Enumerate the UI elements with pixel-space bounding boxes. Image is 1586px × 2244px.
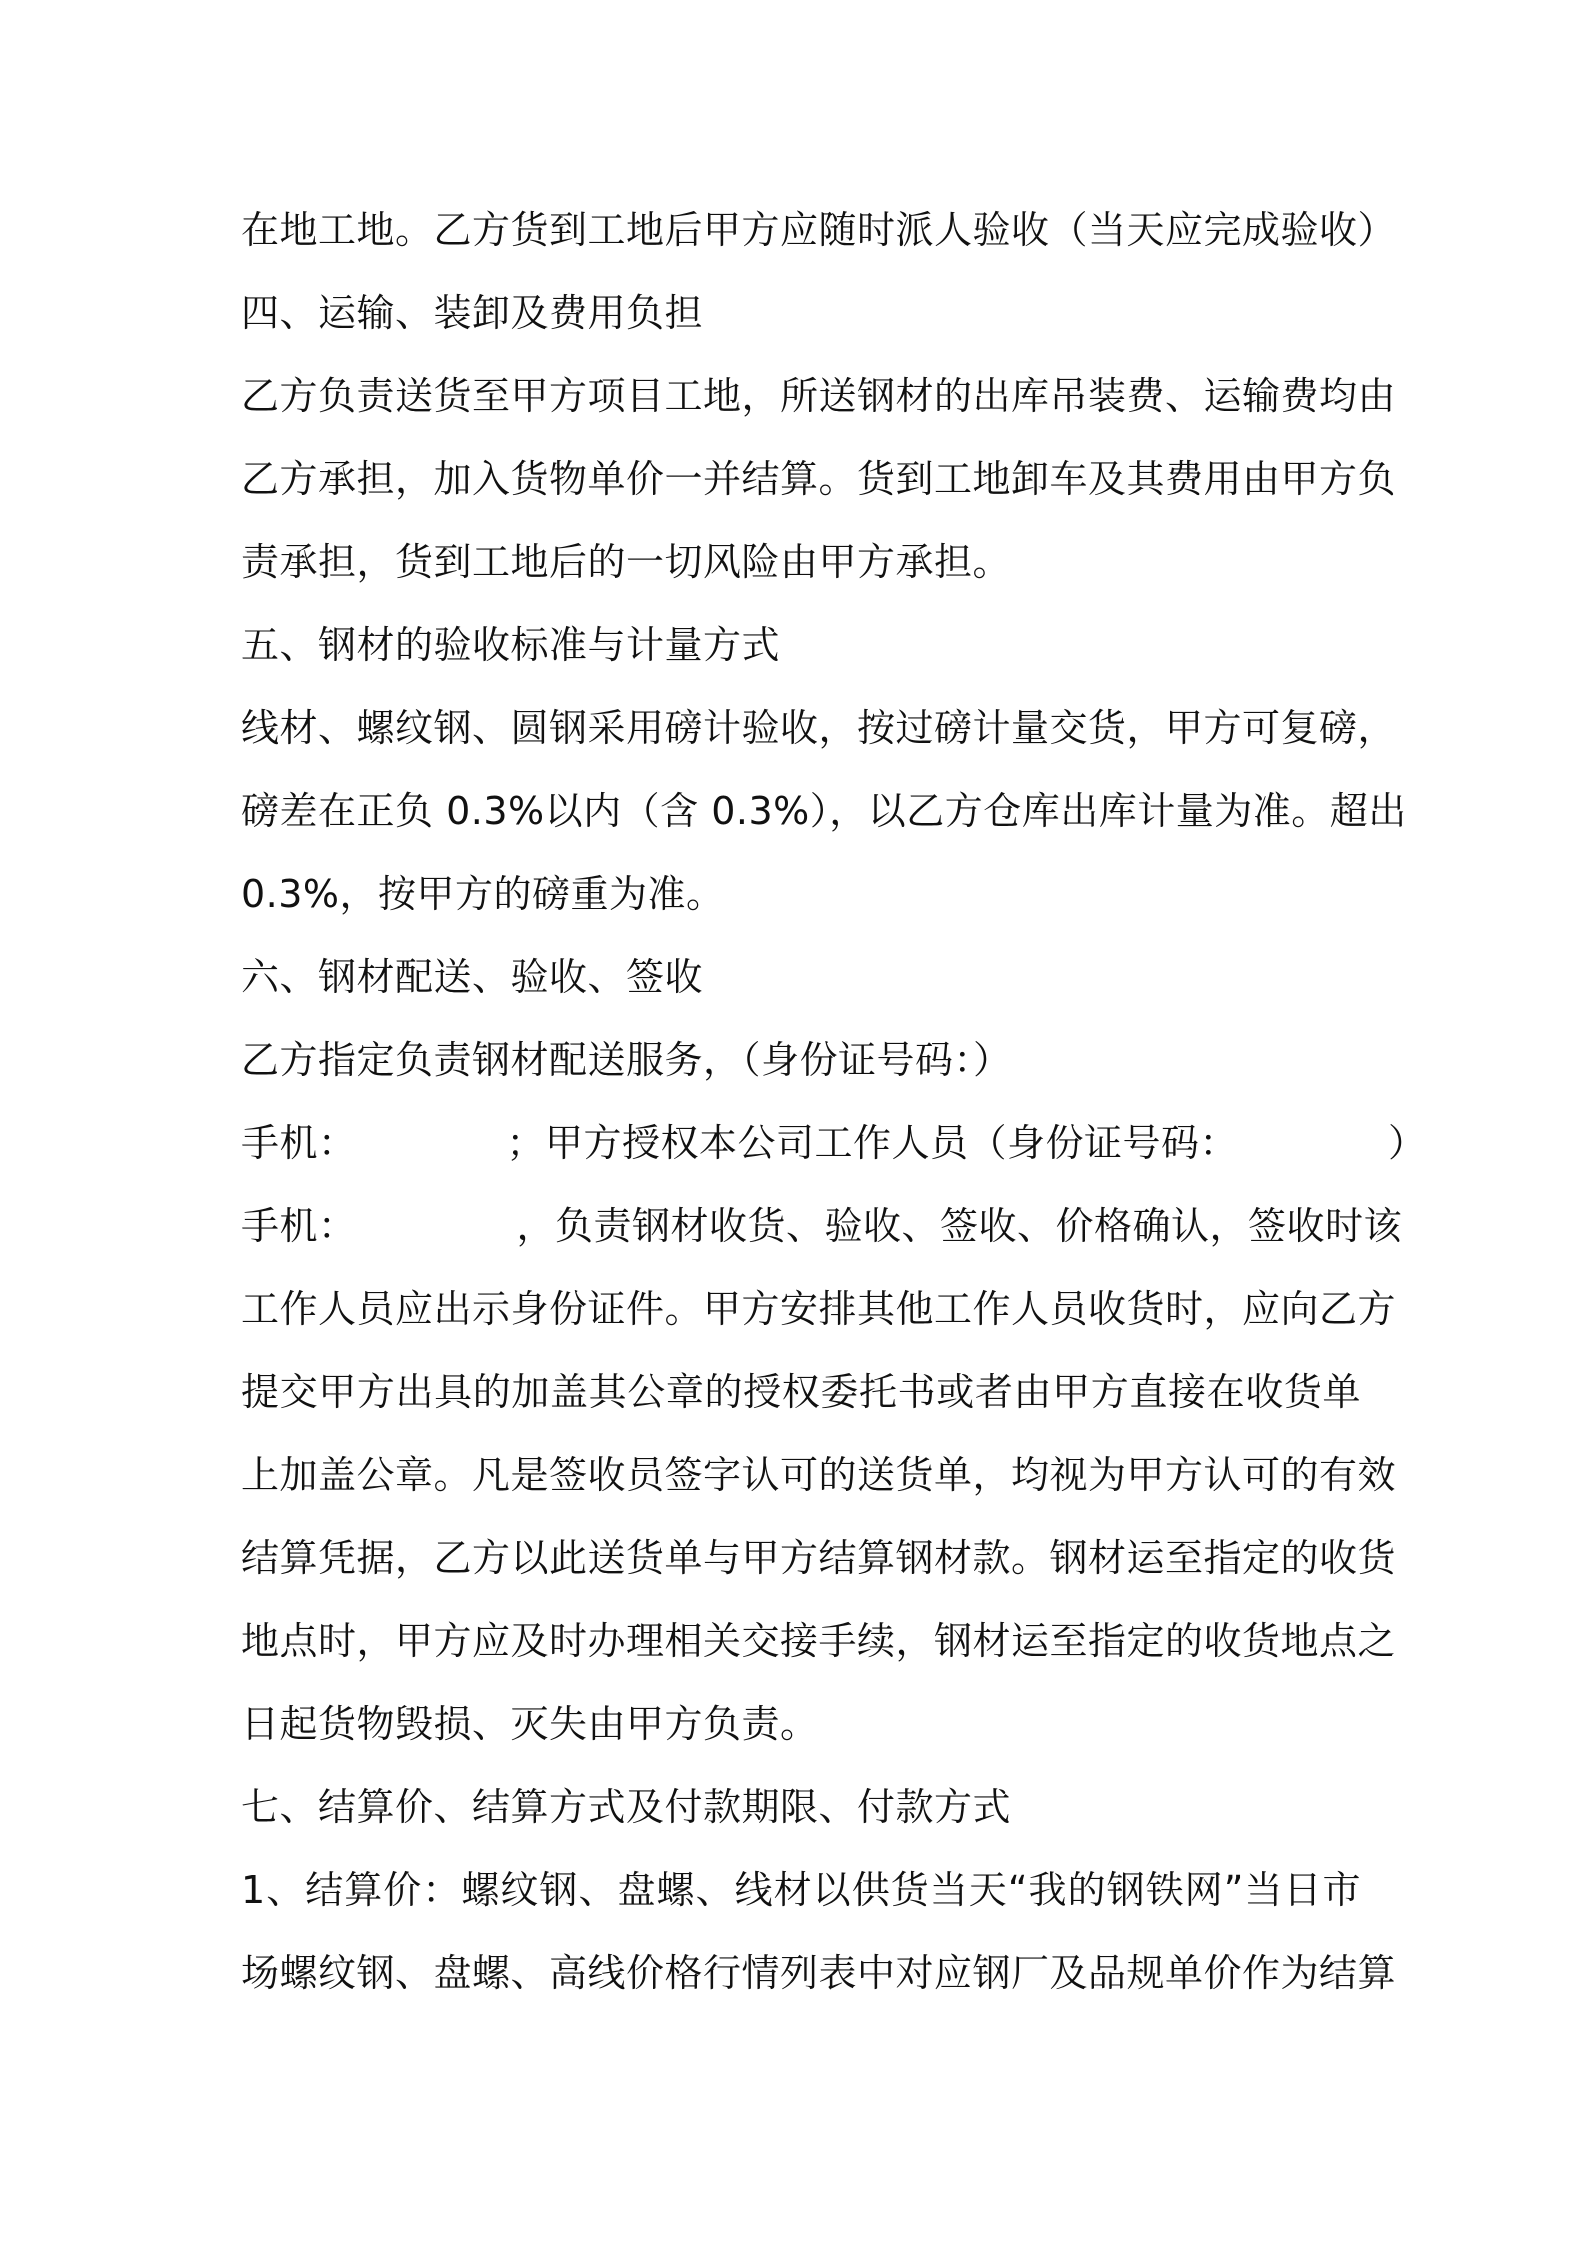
text-line-9: 0.3%，按甲方的磅重为准。 [241, 872, 725, 916]
text-line-16: 上加盖公章。凡是签收员签字认可的送货单，均视为甲方认可的有效 [241, 1453, 1397, 1497]
text-segment: ，负责钢材收货、验收、签收、价格确认，签收时该 [516, 1204, 1403, 1248]
text-line-19: 日起货物毁损、灭失由甲方负责。 [241, 1702, 819, 1746]
text-line-13 [241, 1196, 1403, 1256]
text-line-3: 乙方负责送货至甲方项目工地，所送钢材的出库吊装费、运输费均由 [241, 374, 1397, 418]
text-line-11: 乙方指定负责钢材配送服务，（身份证号码：） [241, 1038, 1012, 1082]
text-line-17: 结算凭据，乙方以此送货单与甲方结算钢材款。钢材运至指定的收货 [241, 1536, 1397, 1580]
section-heading-7: 七、结算价、结算方式及付款期限、付款方式 [241, 1785, 1012, 1829]
text-line-21: 1、结算价：螺纹钢、盘螺、线材以供货当天“我的钢铁网”当日市 [241, 1868, 1361, 1912]
text-line-4: 乙方承担，加入货物单价一并结算。货到工地卸车及其费用由甲方负 [241, 457, 1397, 501]
phone-label: 手机： [241, 1204, 357, 1248]
section-heading-6: 六、钢材配送、验收、签收 [241, 955, 704, 999]
section-heading-5: 五、钢材的验收标准与计量方式 [241, 623, 781, 667]
text-line-14: 工作人员应出示身份证件。甲方安排其他工作人员收货时，应向乙方 [241, 1287, 1397, 1331]
text-line-7: 线材、螺纹钢、圆钢采用磅计验收，按过磅计量交货，甲方可复磅， [241, 706, 1397, 750]
text-segment: ；甲方授权本公司工作人员（身份证号码： [506, 1121, 1239, 1165]
text-line-5: 责承担，货到工地后的一切风险由甲方承担。 [241, 540, 1012, 584]
text-line-12 [241, 1113, 1427, 1173]
text-segment: ） [1388, 1121, 1427, 1165]
text-line-8: 磅差在正负 0.3%以内（含 0.3%），以乙方仓库出库计量为准。超出 [241, 789, 1407, 833]
text-line-15: 提交甲方出具的加盖其公章的授权委托书或者由甲方直接在收货单 [241, 1370, 1361, 1414]
section-heading-4: 四、运输、装卸及费用负担 [241, 291, 704, 335]
text-line-1: 在地工地。乙方货到工地后甲方应随时派人验收（当天应完成验收） [241, 208, 1397, 252]
text-line-22: 场螺纹钢、盘螺、高线价格行情列表中对应钢厂及品规单价作为结算 [241, 1951, 1397, 1995]
text-line-18: 地点时，甲方应及时办理相关交接手续，钢材运至指定的收货地点之 [241, 1619, 1397, 1663]
phone-label: 手机： [241, 1121, 357, 1165]
